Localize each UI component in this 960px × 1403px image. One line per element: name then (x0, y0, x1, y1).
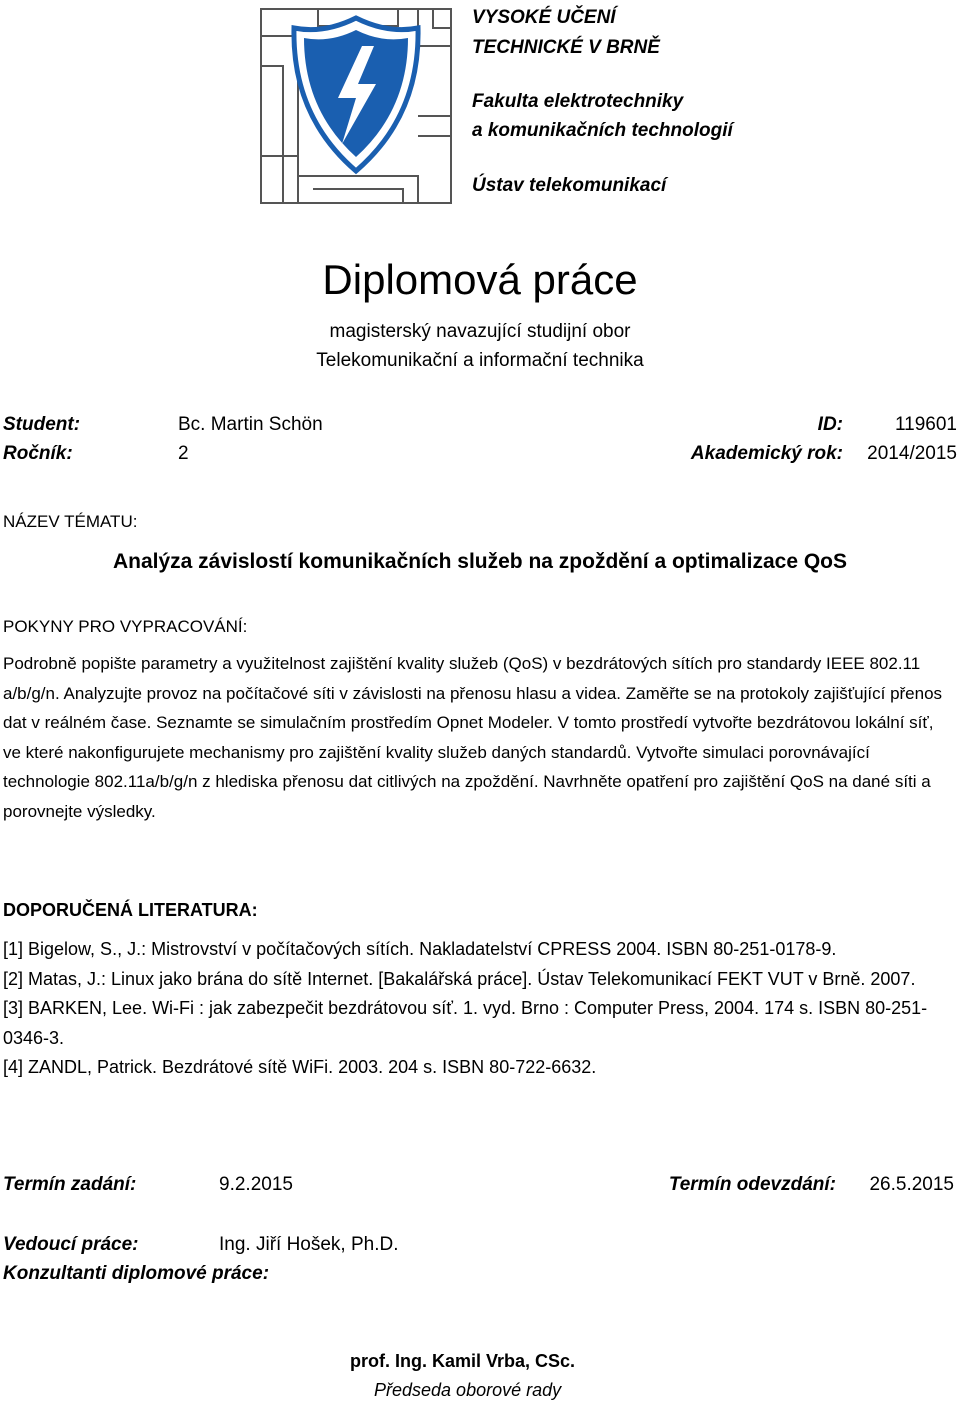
literature-label: DOPORUČENÁ LITERATURA: (3, 900, 258, 920)
university-name-line2: TECHNICKÉ V BRNĚ (472, 37, 660, 58)
academic-year-label: Akademický rok: (690, 443, 843, 464)
student-id: 119601 (895, 414, 957, 435)
faculty-name-line1: Fakulta elektrotechniky (472, 91, 684, 112)
literature-item: [1] Bigelow, S., J.: Mistrovství v počítačových sítích. Nakladatelství CPRESS 2004. ISBN 80-251-0178-9. (3, 939, 837, 959)
id-label: ID: (817, 414, 843, 435)
year-value: 2 (178, 443, 189, 464)
supervisor-name: Ing. Jiří Hošek, Ph.D. (219, 1234, 399, 1255)
topic-label: NÁZEV TÉMATU: (3, 512, 138, 531)
literature-item: [2] Matas, J.: Linux jako brána do sítě Internet. [Bakalářská práce]. Ústav Telekomunikací FEKT VUT v Brně. 2007. (3, 968, 916, 989)
literature-list (3, 935, 951, 1083)
literature-item: [4] ZANDL, Patrick. Bezdrátové sítě WiFi. 2003. 204 s. ISBN 80-722-6632. (3, 1057, 597, 1077)
institute-name: Ústav telekomunikací (472, 175, 667, 196)
due-date-label: Termín odevzdání: (668, 1174, 836, 1195)
consultants-label: Konzultanti diplomové práce: (3, 1263, 270, 1284)
instructions-text: Podrobně popište parametry a využitelnost zajištění kvality služeb (QoS) v bezdrátových sítích pro standardy IEEE 802.11 a/b/g/n. Analyzujte provoz na počítačové síti v závislosti na přenosu hlasu a videa. Zaměřte se na protokoly zajišťující přenos dat v reálném čase. Seznamte se simulačním prostředím Opnet Modeler. V tomto prostředí vytvořte bezdrátovou lokální síť, ve které nakonfigurujete mechanismy pro zajištění kvality služeb daných standardů. Vytvořte simulaci porovnávající technologie 802.11a/b/g/n z hlediska přenosu dat citlivých na zpoždění. Navrhněte opatření pro zajištění QoS na dané síti a porovnejte výsledky. (3, 654, 943, 821)
academic-year-value: 2014/2015 (867, 443, 957, 464)
student-name: Bc. Martin Schön (178, 414, 323, 435)
document-title: Diplomová práce (322, 256, 638, 303)
year-label: Ročník: (3, 443, 73, 464)
topic-title: Analýza závislostí komunikačních služeb na zpoždění a optimalizace QoS (112, 550, 848, 573)
supervisor-label: Vedoucí práce: (3, 1234, 139, 1255)
chair-name: prof. Ing. Kamil Vrba, CSc. (350, 1351, 576, 1371)
study-program: magisterský navazující studijní obor (329, 321, 631, 342)
university-logo (258, 6, 454, 206)
assigned-date-value: 9.2.2015 (219, 1174, 293, 1195)
university-name-line1: VYSOKÉ UČENÍ (472, 7, 616, 28)
assigned-date-label: Termín zadání: (3, 1174, 137, 1195)
student-label: Student: (3, 414, 81, 435)
study-field: Telekomunikační a informační technika (316, 350, 644, 371)
literature-item: [3] BARKEN, Lee. Wi-Fi : jak zabezpečit bezdrátovou síť. 1. vyd. Brno : Computer Press, 2004. 174 s. ISBN 80-251-0346-3. (3, 998, 928, 1048)
faculty-name-line2: a komunikačních technologií (472, 120, 733, 141)
instructions-label: POKYNY PRO VYPRACOVÁNÍ: (3, 617, 248, 636)
due-date-value: 26.5.2015 (869, 1174, 954, 1195)
chair-role: Předseda oborové rady (374, 1380, 562, 1400)
